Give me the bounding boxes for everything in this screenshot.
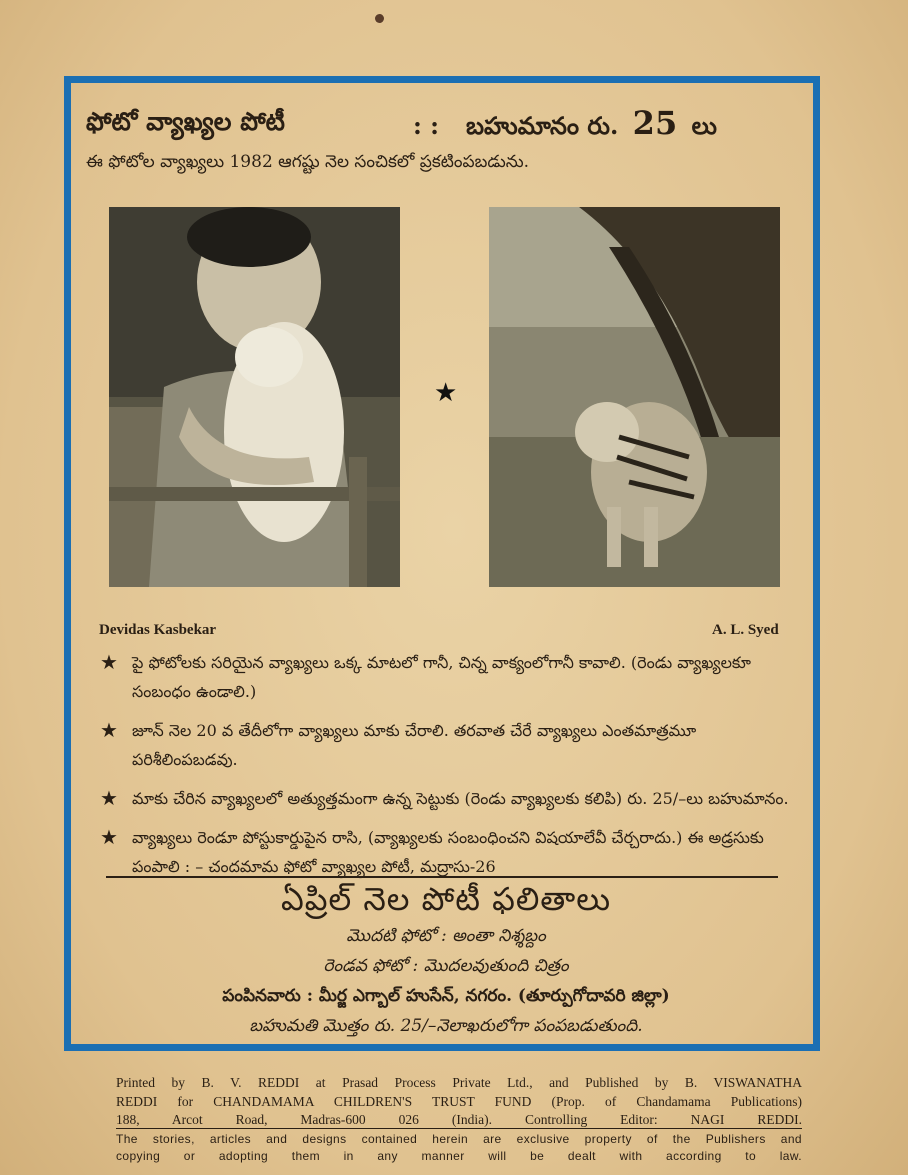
bullet-star-icon: ★ xyxy=(100,650,118,674)
imprint-line: REDDI for CHANDAMAMA CHILDREN'S TRUST FUND (Prop. of Chandamama Publications) xyxy=(116,1093,802,1109)
prize-suffix: లు xyxy=(691,111,717,140)
rule-item xyxy=(100,716,800,774)
prize-label: బహుమానం రు. xyxy=(466,111,619,140)
bullet-star-icon: ★ xyxy=(100,825,118,849)
center-star-icon: ★ xyxy=(434,378,458,408)
photo-child-with-cat xyxy=(109,207,400,587)
imprint-underline xyxy=(116,1128,802,1129)
photo-child-illustration xyxy=(109,207,400,587)
ink-spot xyxy=(375,14,384,23)
publisher-imprint xyxy=(116,1074,802,1130)
photo-credit-right: A. L. Syed xyxy=(712,622,779,638)
results-title: ఏప్రిల్ నెల పోటీ ఫలితాలు xyxy=(280,880,612,918)
photo-tiger-under-tree xyxy=(489,207,780,587)
title-separator: : : xyxy=(412,110,440,140)
rule-text: పై ఫోటోలకు సరియైన వ్యాఖ్యలు ఒక్క మాటలో గానీ, చిన్న వాక్యంలోగానీ కావాలి. (రెండు వ్యాఖ్యలకూ సంబంధం ఉండాలి.) xyxy=(132,653,751,701)
rule-text: వ్యాఖ్యలు రెండూ పోస్టుకార్డుపైన రాసి, (వ్యాఖ్యలకు సంబంధించని విషయాలేవీ చేర్చరాదు.) ఈ అడ్రసుకు పంపాలి : – చందమామ ఫోటో వ్యాఖ్యల పోటీ, మద్రాసు-26 xyxy=(132,828,764,876)
result-second-photo: రెండవ ఫోటో : మొదలవుతుంది చిత్రం xyxy=(323,956,569,976)
contest-rules xyxy=(100,648,800,891)
rule-text: మాకు చేరిన వ్యాఖ్యలలో అత్యుత్తమంగా ఉన్న సెట్టుకు (రెండు వ్యాఖ్యలకు కలిపి) రు. 25/–లు బహుమానం. xyxy=(132,789,789,808)
section-divider xyxy=(106,876,778,878)
rule-item xyxy=(100,784,800,813)
notice-line: The stories, articles and designs contained herein are exclusive property of the Publishers and xyxy=(116,1132,802,1146)
contest-title: ఫోటో వ్యాఖ్యల పోటీ xyxy=(86,107,285,136)
contest-header xyxy=(86,100,806,150)
imprint-line: Printed by B. V. REDDI at Prasad Process Private Ltd., and Published by B. VISWANATHA xyxy=(116,1075,802,1090)
rule-item xyxy=(100,648,800,706)
imprint-line: 188, Arcot Road, Madras-600 026 (India). Controlling Editor: NAGI REDDI. xyxy=(116,1112,802,1127)
rule-item xyxy=(100,823,800,881)
photo-tiger-illustration xyxy=(489,207,780,587)
result-prize-note: బహుమతి మొత్తం రు. 25/–నెలాఖరులోగా పంపబడుతుంది. xyxy=(249,1016,643,1036)
publication-note: ఈ ఫోటోల వ్యాఖ్యలు 1982 ఆగష్టు నెల సంచికలో ప్రకటింపబడును. xyxy=(86,152,530,172)
prize-amount: 25 xyxy=(632,104,678,142)
notice-line: copying or adopting them in any manner will be dealt with according to law. xyxy=(116,1149,802,1163)
prize-heading xyxy=(466,104,806,146)
copyright-notice xyxy=(116,1131,802,1165)
rule-text: జూన్ నెల 20 వ తేదీలోగా వ్యాఖ్యలు మాకు చేరాలి. తరవాత చేరే వ్యాఖ్యలు ఎంతమాత్రమూ పరిశీలింపబడవు. xyxy=(132,721,697,769)
result-winner: పంపినవారు : మీర్జ ఎగ్బాల్ హుసేన్, నగరం. (తూర్పుగోదావరి జిల్లా) xyxy=(222,986,670,1006)
result-first-photo: మొదటి ఫోటో : అంతా నిశ్శబ్దం xyxy=(346,926,546,946)
bullet-star-icon: ★ xyxy=(100,786,118,810)
bullet-star-icon: ★ xyxy=(100,718,118,742)
photo-credit-left: Devidas Kasbekar xyxy=(99,622,217,638)
